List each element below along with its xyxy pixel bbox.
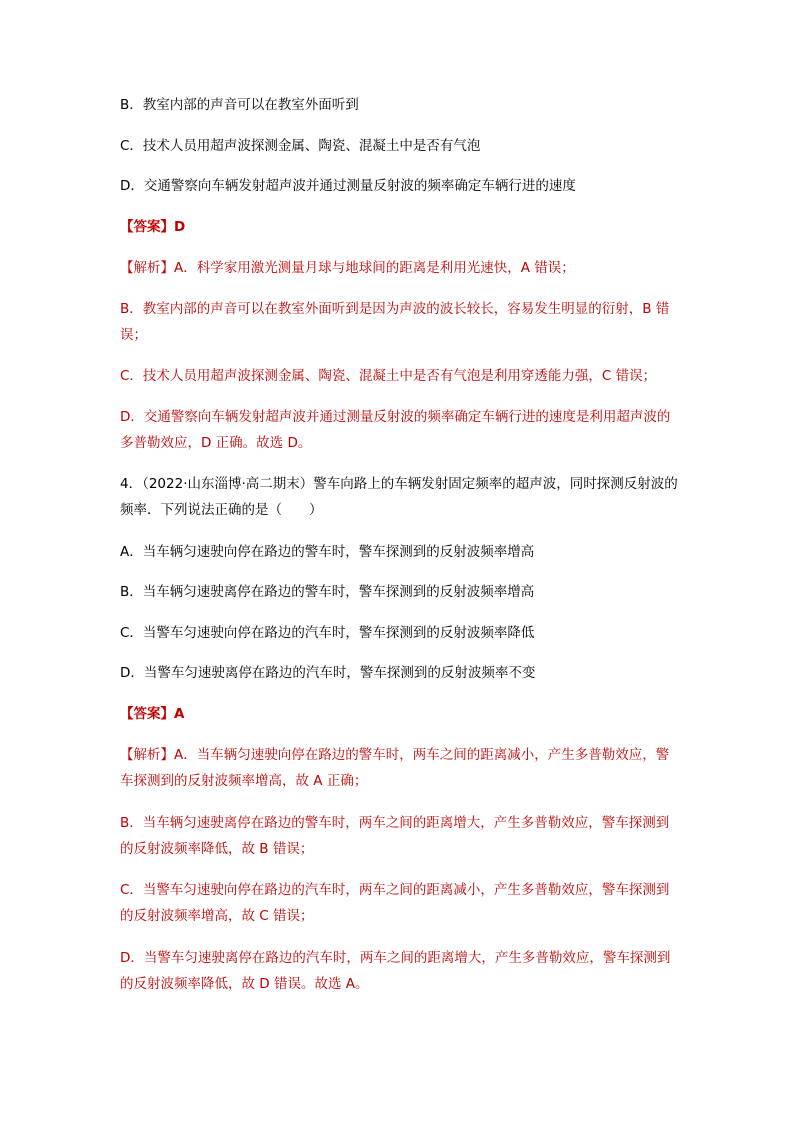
prev-option-d: D．交通警察向车辆发射超声波并通过测量反射波的频率确定车辆行进的速度	[120, 178, 576, 194]
q4-analysis-d: D．当警车匀速驶离停在路边的汽车时，两车之间的距离增大，产生多普勒效应，警车探测到的反射波频率降低，故 D 错误。故选 A。	[120, 950, 671, 992]
prev-analysis-d: D．交通警察向车辆发射超声波并通过测量反射波的频率确定车辆行进的速度是利用超声波的多普勒效应，D 正确。故选 D。	[120, 409, 671, 451]
q4-analysis-c: C．当警车匀速驶向停在路边的汽车时，两车之间的距离减小，产生多普勒效应，警车探测到的反射波频率增高，故 C 错误；	[120, 882, 670, 924]
q4-option-c: C．当警车匀速驶向停在路边的汽车时，警车探测到的反射波频率降低	[120, 625, 535, 641]
prev-option-c: C．技术人员用超声波探测金属、陶瓷、混凝土中是否有气泡	[120, 138, 481, 154]
prev-analysis-b: B．教室内部的声音可以在教室外面听到是因为声波的波长较长，容易发生明显的衍射，B 错误；	[120, 301, 670, 343]
q4-analysis-b: B．当车辆匀速驶离停在路边的警车时，两车之间的距离增大，产生多普勒效应，警车探测到的反射波频率降低，故 B 错误；	[120, 815, 670, 857]
q4-option-b: B．当车辆匀速驶离停在路边的警车时，警车探测到的反射波频率增高	[120, 584, 535, 600]
prev-analysis-c: C．技术人员用超声波探测金属、陶瓷、混凝土中是否有气泡是利用穿透能力强，C 错误；	[120, 368, 657, 384]
prev-option-b: B．教室内部的声音可以在教室外面听到	[120, 97, 359, 113]
prev-analysis-a: 【解析】A．科学家用激光测量月球与地球间的距离是利用光速快，A 错误；	[120, 260, 575, 276]
q4-analysis-a: 【解析】A．当车辆匀速驶向停在路边的警车时，两车之间的距离减小，产生多普勒效应，警车探测到的反射波频率增高，故 A 正确；	[120, 747, 670, 789]
q4-option-d: D．当警车匀速驶离停在路边的汽车时，警车探测到的反射波频率不变	[120, 665, 536, 681]
question-4-stem: 4．（2022·山东淄博·高二期末）警车向路上的车辆发射固定频率的超声波，同时探测反射波的频率．下列说法正确的是（ ）	[120, 476, 678, 518]
prev-answer: 【答案】D	[120, 219, 186, 235]
q4-answer: 【答案】A	[120, 706, 185, 722]
q4-option-a: A．当车辆匀速驶向停在路边的警车时，警车探测到的反射波频率增高	[120, 544, 535, 560]
